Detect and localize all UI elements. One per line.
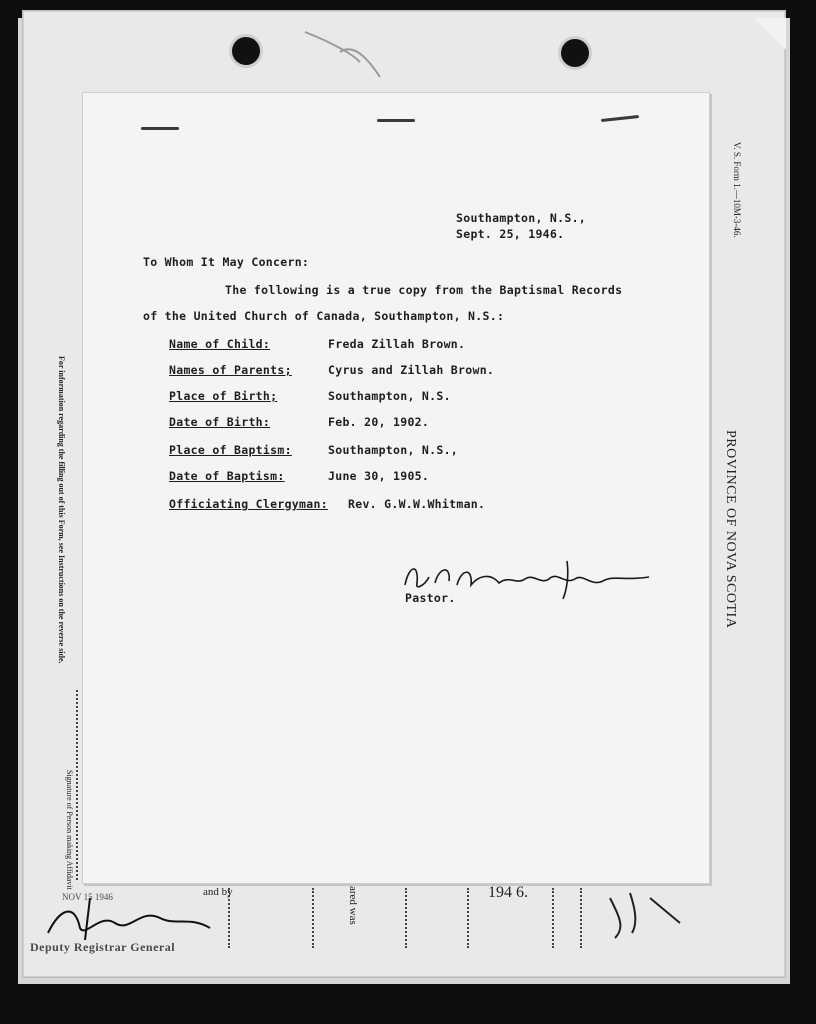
registrar-signature	[40, 888, 220, 948]
form-dots-5	[552, 888, 554, 948]
field-value-place-of-baptism: Southampton, N.S.,	[328, 443, 459, 457]
affiant-signature-label: Signature of Person making Affidavit	[65, 770, 74, 890]
form-fragment-and-by: and by	[203, 886, 233, 898]
field-label-date-of-baptism: Date of Baptism:	[169, 469, 285, 483]
letter-place: Southampton, N.S.,	[456, 211, 587, 225]
form-dots-3	[405, 888, 407, 948]
field-label-names-of-parents: Names of Parents;	[169, 363, 292, 377]
form-fragment-ared-was: ared was	[347, 886, 359, 925]
staple-right	[601, 115, 639, 122]
staple-left	[141, 127, 179, 130]
baptismal-record-letter	[82, 92, 710, 884]
field-value-date-of-birth: Feb. 20, 1902.	[328, 415, 430, 429]
corner-fold	[754, 18, 786, 50]
form-handwriting-top	[300, 22, 390, 92]
registrar-stamp-title: Deputy Registrar General	[30, 940, 176, 954]
punch-hole-right	[558, 36, 592, 70]
form-dots-2	[312, 888, 314, 948]
form-dots-4	[467, 888, 469, 948]
field-value-date-of-baptism: June 30, 1905.	[328, 469, 430, 483]
registrar-stamp-date: NOV 15 1946	[62, 892, 113, 902]
pastor-title: Pastor.	[405, 591, 456, 605]
field-label-place-of-birth: Place of Birth;	[169, 389, 278, 403]
field-label-place-of-baptism: Place of Baptism:	[169, 443, 292, 457]
letter-date: Sept. 25, 1946.	[456, 227, 565, 241]
province-title: PROVINCE OF NOVA SCOTIA	[723, 430, 738, 629]
staple-middle	[377, 119, 415, 122]
field-value-names-of-parents: Cyrus and Zillah Brown.	[328, 363, 495, 377]
letter-intro-line-2: of the United Church of Canada, Southampton, N.S.:	[143, 309, 505, 323]
punch-hole-left	[229, 34, 263, 68]
field-label-officiating-clergyman: Officiating Clergyman:	[169, 497, 328, 511]
form-instruction-note: For information regarding the filling out of this Form, see Instructions on the reverse side.	[57, 356, 66, 664]
letter-intro-line-1: The following is a true copy from the Baptismal Records	[225, 283, 623, 297]
form-fragment-year: 194 6.	[488, 884, 528, 901]
field-label-name-of-child: Name of Child:	[169, 337, 271, 351]
form-number: V. S. Form 1.—10M-3-46.	[732, 142, 742, 238]
field-value-officiating-clergyman: Rev. G.W.W.Whitman.	[348, 497, 486, 511]
affiant-dotted-line	[76, 690, 78, 880]
field-value-name-of-child: Freda Zillah Brown.	[328, 337, 466, 351]
field-label-date-of-birth: Date of Birth:	[169, 415, 271, 429]
form-dots-1	[228, 888, 230, 948]
form-handwriting-bottom	[580, 888, 690, 948]
letter-salutation: To Whom It May Concern:	[143, 255, 310, 269]
field-value-place-of-birth: Southampton, N.S.	[328, 389, 451, 403]
